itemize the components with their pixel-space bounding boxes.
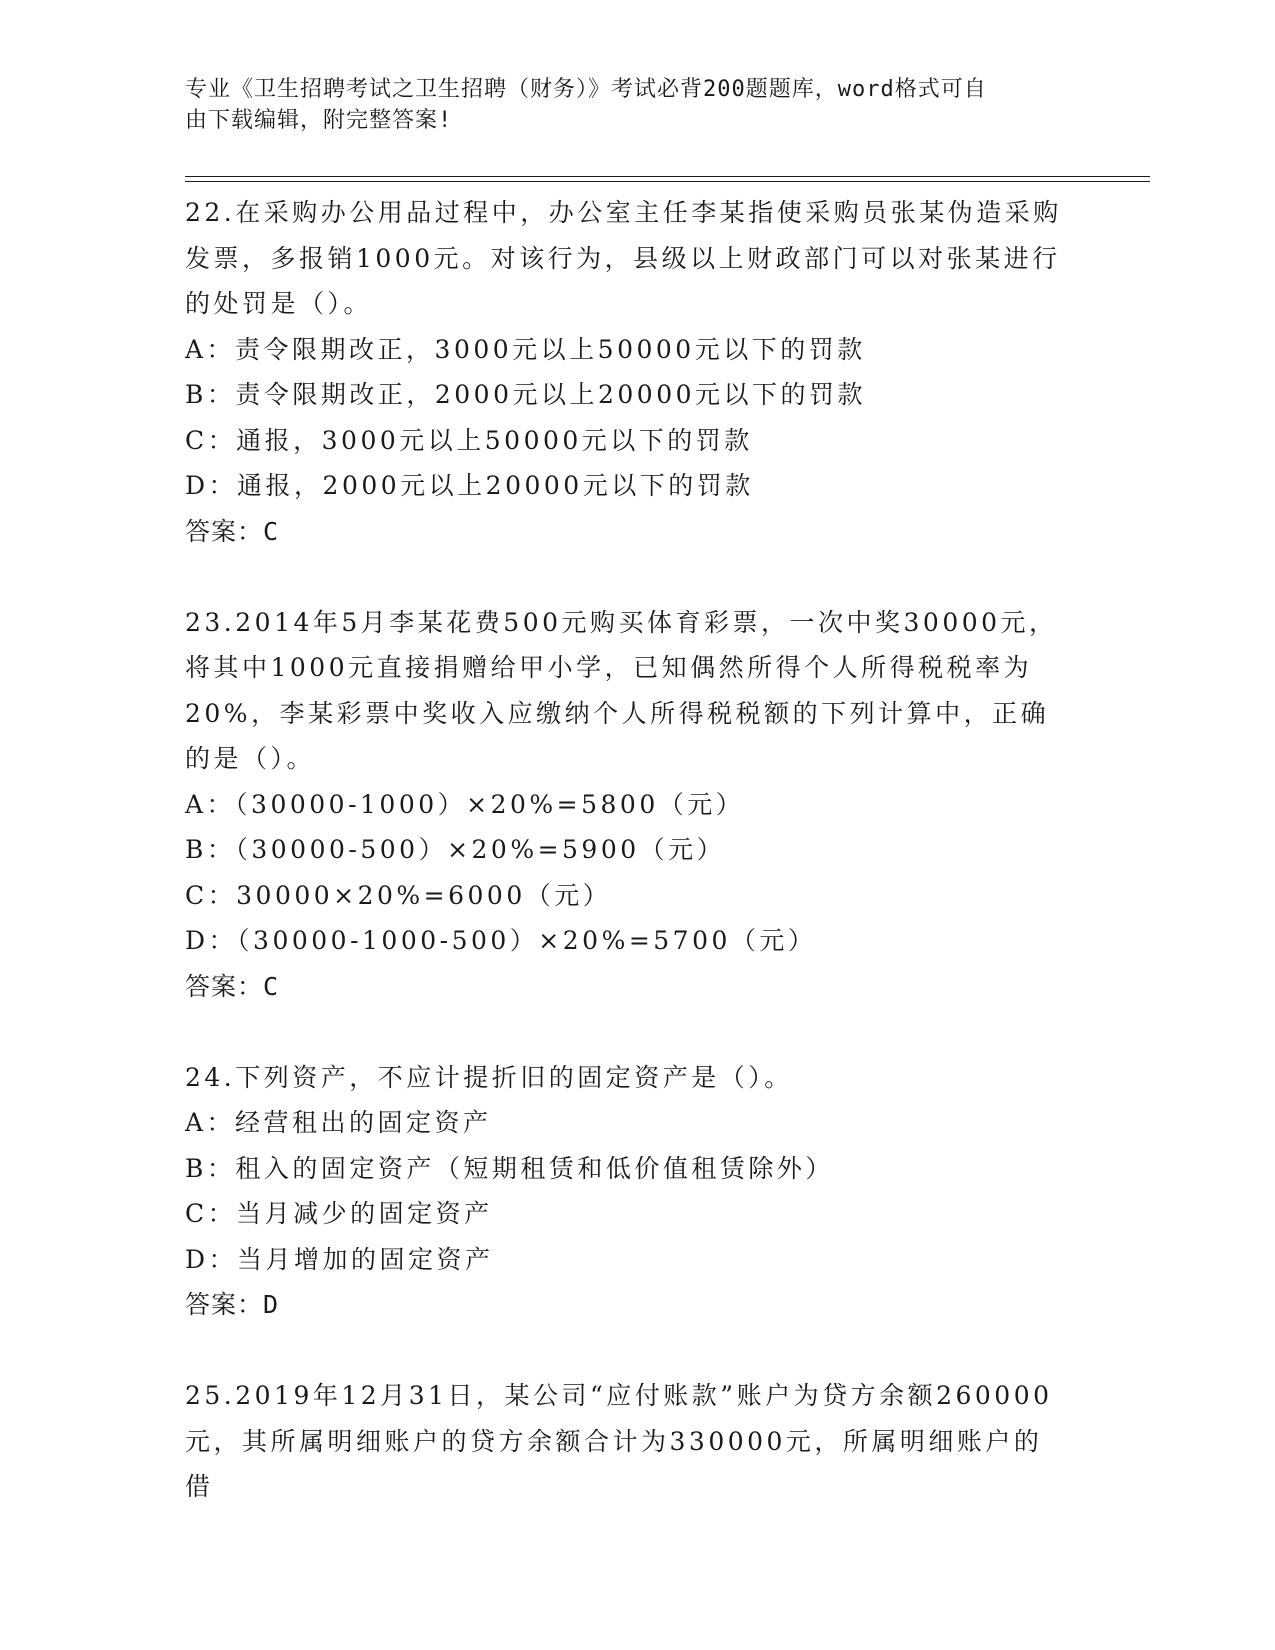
- answer: 答案：C: [185, 516, 280, 546]
- question-24: [185, 1055, 1065, 1328]
- header-line-2: 由下载编辑，附完整答案!: [185, 108, 453, 133]
- option-d: D：（30000-1000-500）×20%=5700（元）: [185, 926, 817, 955]
- header-line-1: 专业《卫生招聘考试之卫生招聘（财务）》考试必背200题题库，word格式可自: [185, 77, 987, 102]
- option-a: A：经营租出的固定资产: [185, 1108, 492, 1137]
- header-divider-bottom: [185, 181, 1150, 182]
- option-c: C：30000×20%=6000（元）: [185, 880, 612, 910]
- question-text: 23.2014年5月李某花费500元购买体育彩票，一次中奖30000元，将其中1000元直接捐赠给甲小学，已知偶然所得个人所得税税率为20%，李某彩票中奖收入应缴纳个人所得税税额的下列计算中，正确的是（）。: [185, 607, 1058, 773]
- question-22: [185, 190, 1065, 554]
- option-c: C：当月减少的固定资产: [185, 1199, 493, 1228]
- option-a: A：（30000-1000）×20%=5800（元）: [185, 789, 745, 819]
- option-b: B：（30000-500）×20%=5900（元）: [185, 835, 726, 864]
- question-text: 22.在采购办公用品过程中，办公室主任李某指使采购员张某伪造采购发票，多报销1000元。对该行为，县级以上财政部门可以对张某进行的处罚是（）。: [185, 198, 1062, 318]
- question-list: [185, 190, 1065, 1555]
- answer: 答案：D: [185, 1290, 280, 1319]
- document-header: [185, 74, 1065, 136]
- option-d: D：通报，2000元以上20000元以下的罚款: [185, 471, 754, 500]
- question-23: [185, 600, 1065, 1010]
- question-text: 25.2019年12月31日，某公司“应付账款”账户为贷方余额260000元，其所属明细账户的贷方余额合计为330000元，所属明细账户的借: [185, 1381, 1053, 1501]
- header-divider-top: [185, 176, 1150, 177]
- question-25: [185, 1373, 1065, 1510]
- option-b: B：租入的固定资产（短期租赁和低价值租赁除外）: [185, 1153, 834, 1183]
- question-text: 24.下列资产，不应计提折旧的固定资产是（）。: [185, 1062, 793, 1092]
- option-a: A：责令限期改正，3000元以上50000元以下的罚款: [185, 334, 866, 364]
- option-b: B：责令限期改正，2000元以上20000元以下的罚款: [185, 380, 867, 409]
- answer: 答案：C: [185, 971, 280, 1001]
- option-c: C：通报，3000元以上50000元以下的罚款: [185, 425, 753, 455]
- option-d: D：当月增加的固定资产: [185, 1244, 494, 1274]
